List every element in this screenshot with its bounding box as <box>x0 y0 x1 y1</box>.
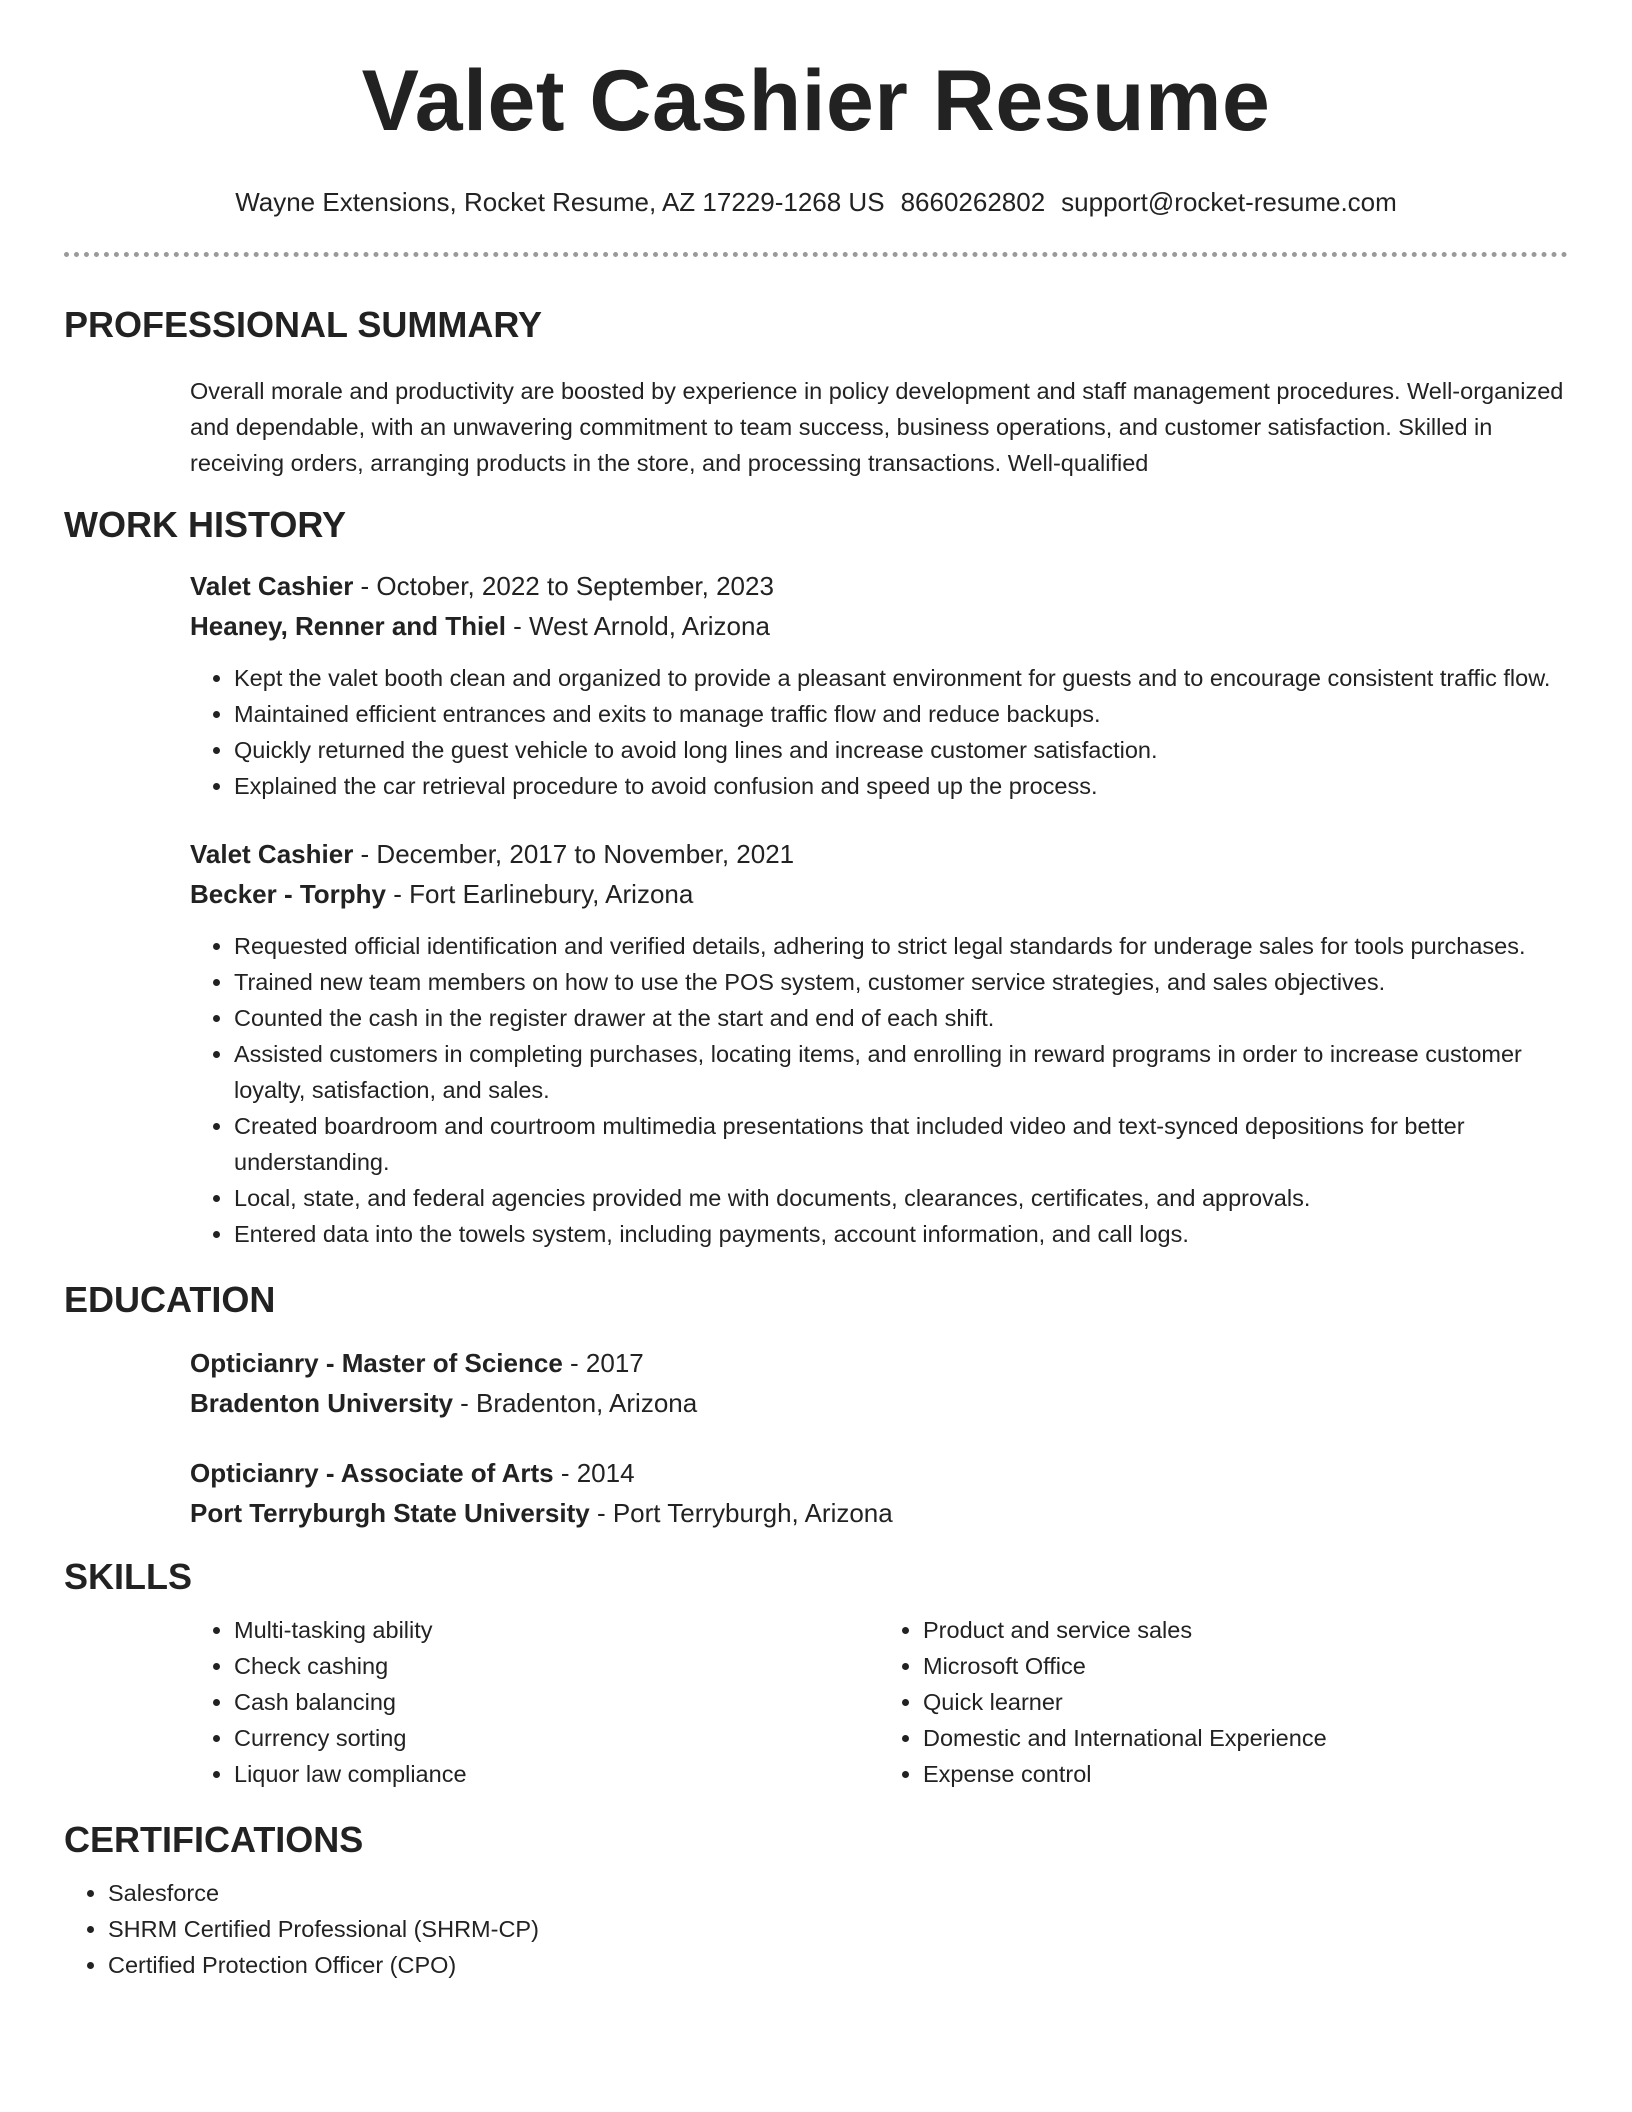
list-item: • Multi-tasking ability <box>234 1612 879 1648</box>
job-title-line <box>190 566 1568 606</box>
section-heading-education: EDUCATION <box>64 1278 276 1320</box>
education-entry <box>190 1343 1568 1423</box>
list-item: • Domestic and International Experience <box>923 1720 1568 1756</box>
job-location: - Fort Earlinebury, Arizona <box>386 878 694 909</box>
section-heading-summary: PROFESSIONAL SUMMARY <box>64 304 543 346</box>
header-divider <box>64 252 1568 257</box>
list-item: • Product and service sales <box>923 1612 1568 1648</box>
skills-list-left <box>190 1612 879 1792</box>
list-item: • Trained new team members on how to use the POS system, customer service strategies, and sales objectives. <box>234 964 1568 1000</box>
section-heading-skills: SKILLS <box>64 1555 193 1597</box>
school: Bradenton University <box>190 1387 453 1418</box>
list-item: • SHRM Certified Professional (SHRM-CP) <box>108 1911 1568 1947</box>
job-company: Heaney, Renner and Thiel <box>190 610 506 641</box>
job-title-line <box>190 834 1568 874</box>
contact-email: support@rocket-resume.com <box>1061 187 1397 218</box>
degree: Opticianry - Associate of Arts <box>190 1457 554 1488</box>
skills-columns <box>190 1598 1568 1792</box>
job-bullets <box>190 660 1568 804</box>
contact-line <box>64 187 1568 218</box>
job-location: - West Arnold, Arizona <box>505 610 770 641</box>
school-location: - Port Terryburgh, Arizona <box>589 1497 893 1528</box>
job-title: Valet Cashier <box>190 838 354 869</box>
summary-text: Overall morale and productivity are boosted by experience in policy development and staff management procedures. Well-organized and dependable, with an unwavering commitment to team success, business operations, and customer satisfaction. Skilled in receiving orders, arranging products in the store, and processing transactions. Well-qualified <box>190 377 1564 476</box>
contact-phone: 8660262802 <box>900 187 1046 218</box>
list-item: • Liquor law compliance <box>234 1756 879 1792</box>
list-item: • Microsoft Office <box>923 1648 1568 1684</box>
section-heading-certifications: CERTIFICATIONS <box>64 1819 364 1861</box>
list-item: • Cash balancing <box>234 1684 879 1720</box>
job-title: Valet Cashier <box>190 570 354 601</box>
list-item: • Kept the valet booth clean and organized to provide a pleasant environment for guests and to encourage consistent traffic flow. <box>234 660 1568 696</box>
job-entry <box>190 566 1568 804</box>
list-item: • Salesforce <box>108 1875 1568 1911</box>
job-company: Becker - Torphy <box>190 878 387 909</box>
list-item: • Assisted customers in completing purchases, locating items, and enrolling in reward programs in order to increase customer loyalty, satisfaction, and sales. <box>234 1036 1568 1108</box>
list-item: • Certified Protection Officer (CPO) <box>108 1947 1568 1983</box>
job-dates: - October, 2022 to September, 2023 <box>353 570 774 601</box>
school-location: - Bradenton, Arizona <box>452 1387 698 1418</box>
degree-line <box>190 1453 1568 1493</box>
list-item: • Expense control <box>923 1756 1568 1792</box>
list-item: • Local, state, and federal agencies provided me with documents, clearances, certificates, and approvals. <box>234 1180 1568 1216</box>
degree-year: - 2017 <box>562 1347 644 1378</box>
contact-address: Wayne Extensions, Rocket Resume, AZ 17229-1268 US <box>235 187 885 218</box>
list-item: • Quickly returned the guest vehicle to avoid long lines and increase customer satisfaction. <box>234 732 1568 768</box>
list-item: • Quick learner <box>923 1684 1568 1720</box>
section-heading-work: WORK HISTORY <box>64 503 347 545</box>
list-item: • Entered data into the towels system, including payments, account information, and call logs. <box>234 1216 1568 1252</box>
list-item: • Explained the car retrieval procedure to avoid confusion and speed up the process. <box>234 768 1568 804</box>
job-company-line <box>190 874 1568 914</box>
certifications-list <box>64 1875 1568 1983</box>
job-dates: - December, 2017 to November, 2021 <box>353 838 795 869</box>
skills-list-right <box>879 1612 1568 1792</box>
list-item: • Requested official identification and verified details, adhering to strict legal standards for underage sales for tools purchases. <box>234 928 1568 964</box>
job-company-line <box>190 606 1568 646</box>
school: Port Terryburgh State University <box>190 1497 590 1528</box>
list-item: • Maintained efficient entrances and exits to manage traffic flow and reduce backups. <box>234 696 1568 732</box>
degree-year: - 2014 <box>553 1457 635 1488</box>
job-entry <box>190 834 1568 1252</box>
list-item: • Created boardroom and courtroom multimedia presentations that included video and text-synced depositions for better understanding. <box>234 1108 1568 1180</box>
education-entry <box>190 1453 1568 1533</box>
degree: Opticianry - Master of Science <box>190 1347 563 1378</box>
list-item: • Check cashing <box>234 1648 879 1684</box>
list-item: • Currency sorting <box>234 1720 879 1756</box>
job-bullets <box>190 928 1568 1252</box>
school-line <box>190 1493 1568 1533</box>
resume-title: Valet Cashier Resume <box>361 53 1271 149</box>
school-line <box>190 1383 1568 1423</box>
degree-line <box>190 1343 1568 1383</box>
list-item: • Counted the cash in the register drawer at the start and end of each shift. <box>234 1000 1568 1036</box>
